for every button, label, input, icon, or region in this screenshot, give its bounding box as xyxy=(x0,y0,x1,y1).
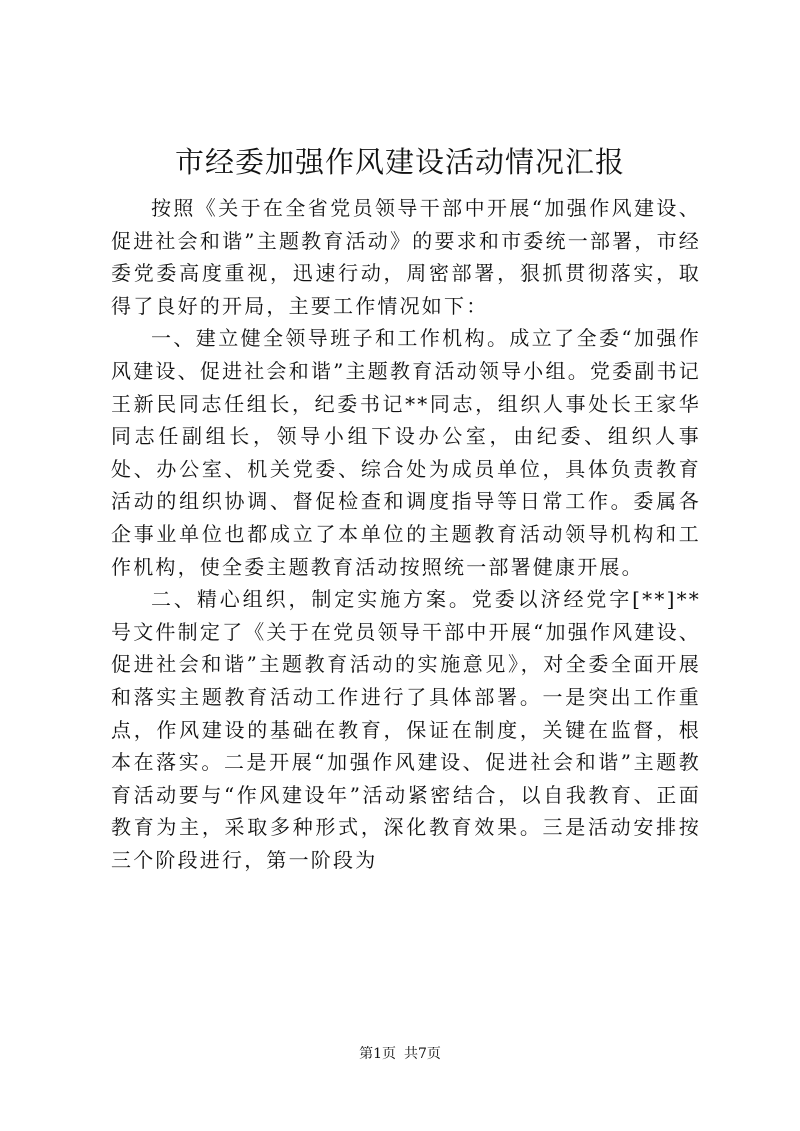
page-total: 共7页 xyxy=(404,1046,441,1062)
page-number: 第1页 xyxy=(359,1046,396,1062)
page-footer xyxy=(0,1044,800,1064)
paragraph-section-1: 一、建立健全领导班子和工作机构。成立了全委“加强作风建设、促进社会和谐”主题教育活动领导小组。党委副书记王新民同志任组长，纪委书记**同志，组织人事处长王家华同志任副组长，领导小组下设办公室，由纪委、组织人事处、办公室、机关党委、综合处为成员单位，具体负责教育活动的组织协调、督促检查和调度指导等日常工作。委属各企事业单位也都成立了本单位的主题教育活动领导机构和工作机构，使全委主题教育活动按照统一部署健康开展。 xyxy=(111,326,701,579)
document-title: 市经委加强作风建设活动情况汇报 xyxy=(174,145,625,179)
paragraph-section-2: 二、精心组织，制定实施方案。党委以济经党字[**]**号文件制定了《关于在党员领导干部中开展“加强作风建设、促进社会和谐”主题教育活动的实施意见》，对全委全面开展和落实主题教育活动工作进行了具体部署。一是突出工作重点，作风建设的基础在教育，保证在制度，关键在监督，根本在落实。二是开展“加强作风建设、促进社会和谐”主题教育活动要与“作风建设年”活动紧密结合，以自我教育、正面教育为主，采取多种形式，深化教育效果。三是活动安排按三个阶段进行，第一阶段为 xyxy=(111,587,701,872)
paragraph-intro: 按照《关于在全省党员领导干部中开展“加强作风建设、促进社会和谐”主题教育活动》的要求和市委统一部署，市经委党委高度重视，迅速行动，周密部署，狠抓贯彻落实，取得了良好的开局，主要工作情况如下： xyxy=(111,196,701,318)
document-body xyxy=(111,192,701,876)
